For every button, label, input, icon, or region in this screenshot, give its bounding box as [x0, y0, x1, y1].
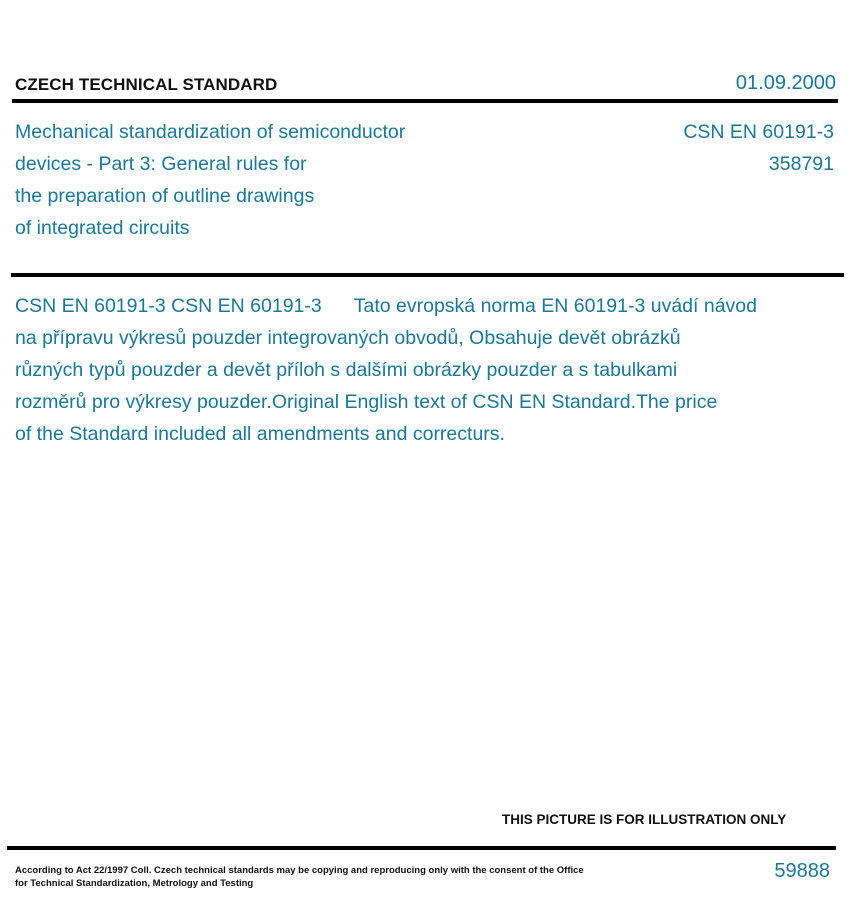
title-line: devices - Part 3: General rules for	[15, 153, 307, 175]
description-line: rozměrů pro výkresy pouzder.Original English text of CSN EN Standard.The price	[15, 391, 718, 413]
standard-title	[15, 116, 465, 244]
catalog-number: 358791	[768, 153, 834, 175]
top-divider	[12, 99, 838, 103]
description-line: na přípravu výkresů pouzder integrovaných obvodů, Obsahuje devět obrázků	[15, 327, 681, 349]
description-codes: CSN EN 60191-3 CSN EN 60191-3	[15, 295, 322, 317]
title-line: of integrated circuits	[15, 217, 190, 239]
title-line: the preparation of outline drawings	[15, 185, 315, 207]
bottom-divider	[7, 846, 836, 850]
standard-description	[15, 290, 845, 450]
description-text: Tato evropská norma EN 60191-3 uvádí návod	[353, 295, 757, 317]
description-line: of the Standard included all amendments and correcturs.	[15, 423, 505, 445]
standard-codes	[683, 116, 834, 180]
legal-line: for Technical Standardization, Metrology and Testing	[15, 878, 254, 889]
description-line	[15, 290, 845, 322]
document-type-label: CZECH TECHNICAL STANDARD	[15, 75, 278, 94]
legal-line: According to Act 22/1997 Coll. Czech technical standards may be copying and reproducing only with the consent of the Office	[15, 865, 584, 876]
standard-code: CSN EN 60191-3	[683, 121, 834, 143]
description-line: různých typů pouzder a devět příloh s dalšími obrázky pouzder a s tabulkami	[15, 359, 678, 381]
publication-date: 01.09.2000	[735, 72, 836, 94]
legal-notice	[15, 864, 595, 890]
middle-divider	[11, 273, 844, 277]
document-number: 59888	[774, 860, 830, 882]
title-line: Mechanical standardization of semiconductor	[15, 121, 406, 143]
illustration-note: THIS PICTURE IS FOR ILLUSTRATION ONLY	[502, 812, 787, 827]
